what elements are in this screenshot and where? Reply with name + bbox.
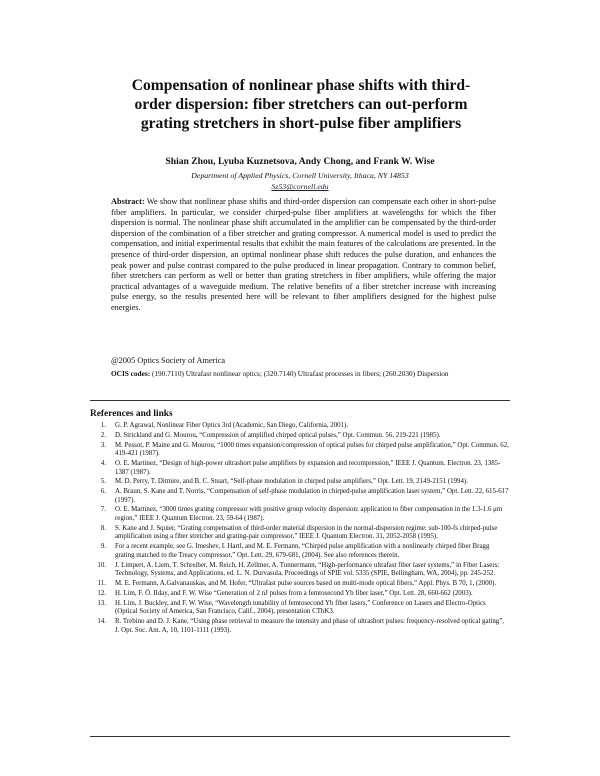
paper-title: [95, 76, 507, 133]
reference-item: [90, 442, 510, 459]
reference-number: 6.: [100, 488, 106, 496]
reference-number: 7.: [100, 506, 106, 514]
reference-text: R. Trebino and D. J. Kane, “Using phase retrieval to measure the intensity and phase of ultrashort pulses: frequency-resolved optical gating”, J. Opt. Soc. Am. A, 10, 1101-1111 (1993).: [115, 617, 505, 634]
reference-item: [90, 488, 510, 505]
reference-number: 11.: [97, 579, 106, 587]
reference-text: J. Limpert, A. Liem, T. Schreiber, M. Reich, H. Zellmer, A. Tunnermann, “High-performance ultrafast fiber laser systems,” in Fiber Lasers: Technology, Systems, and Applications, ed. L. N. Durvasula, Proceedings of SPIE vol. 5335 (SPIE, Bellingham, WA, 2004), pp. 245-252.: [115, 561, 500, 578]
copyright-notice: @2005 Optics Society of America: [111, 356, 226, 365]
reference-number: 2.: [100, 431, 106, 439]
reference-text: For a recent example, see G. Imeshev, I. Hartl, and M. E. Fermann, “Chirped pulse amplification with a nonlinearly chirped fiber Bragg grating matched to the Treacy compressor,” Opt. Lett. 29, 679-681, (2004). See also references therein.: [115, 543, 490, 559]
abstract-text: We show that nonlinear phase shifts and third-order dispersion can compensate each other in short-pulse fiber amplifiers. In particular, we consider chirped-pulse fiber amplifiers at wavelengths for which the fiber dispersion is normal. The nonlinear phase shift accumulated in the amplifier can be compensated by the third-order dispersion of the combination of a fiber stretcher and grating compressor. A numerical model is used to predict the compensation, and initial experimental results that exhibit the main features of the calculations are presented. In the presence of third-order dispersion, an optimal nonlinear phase shift reduces the pulse duration, and enhances the peak power and pulse contrast compared to the pulse produced in linear propagation. Contrary to common belief, fiber stretchers can perform as well or better than grating stretchers in fiber amplifiers, while offering the major practical advantages of a waveguide medium. The relative benefits of a fiber stretcher increase with increasing pulse energy, so the results presented here will be relevant to fiber amplifiers designed for the highest pulse energies.: [111, 197, 496, 312]
reference-text: O. E. Martinez, “3000 times grating compressor with positive group velocity dispersion: application to fiber compensation in the 1.3-1.6 μm region,” IEEE J. Quantum Electron. 23, 59-64 (1987).: [115, 506, 503, 523]
reference-text: M. Pessot, P. Maine and G. Mourou, “1000 times expansion/compression of optical pulses for chirped pulse amplification,” Opt. Commun. 62, 419-421 (1987).: [115, 441, 509, 458]
title-line: order dispersion: fiber stretchers can out-perform: [134, 96, 468, 113]
reference-number: 4.: [100, 459, 106, 467]
reference-item: [90, 460, 510, 477]
reference-text: H. Lim, F. Ö. Ilday, and F. W. Wise “Generation of 2 nJ pulses from a femtosecond Yb fiber laser,” Opt. Lett. 28, 660-662 (2003).: [115, 589, 473, 597]
section-divider: [90, 400, 510, 401]
reference-item: [90, 432, 510, 441]
reference-number: 12.: [97, 589, 106, 597]
reference-text: D. Strickland and G. Mourou, “Compression of amplified chirped optical pulses,” Opt. Commun. 56, 219-221 (1985).: [115, 431, 441, 439]
reference-item: [90, 525, 510, 542]
reference-item: [90, 600, 510, 617]
reference-item: [90, 506, 510, 523]
abstract: [111, 197, 496, 314]
reference-text: S. Kane and J. Squier, “Grating compensation of third-order material dispersion in the normal-dispersion regime: sub-100-fs chirped-pulse amplification using a fiber stretcher and grating-pair compressor,” IEEE J. Quantum Electron. 31, 2052-2058 (1995).: [115, 524, 498, 541]
references-heading: References and links: [90, 409, 173, 419]
title-line: Compensation of nonlinear phase shifts with third-: [131, 77, 471, 94]
reference-text: G. P. Agrawal, Nonlinear Fiber Optics 3rd (Academic, San Diego, California, 2001).: [115, 422, 349, 429]
reference-text: M. E. Fermann, A.Galvanauskas, and M. Hofer, “Ultrafast pulse sources based on multi-mode optical fibers,” Appl. Phys. B 70, 1, (2000).: [115, 579, 497, 587]
reference-number: 5.: [100, 478, 106, 486]
reference-number: 10.: [97, 561, 106, 569]
bottom-rule: [90, 736, 510, 737]
affiliation: Department of Applied Physics, Cornell University, Ithaca, NY 14853: [191, 171, 409, 180]
author-list: Shian Zhou, Lyuba Kuznetsova, Andy Chong, and Frank W. Wise: [165, 156, 435, 167]
title-line: grating stretchers in short-pulse fiber amplifiers: [140, 115, 462, 132]
reference-list: [90, 422, 510, 636]
ocis-text: (190.7110) Ultrafast nonlinear optics; (320.7140) Ultrafast processes in fibers; (260.2030) Dispersion: [151, 369, 449, 378]
ocis-label: OCIS codes:: [111, 369, 151, 378]
ocis-codes: [111, 369, 496, 379]
reference-number: 13.: [97, 599, 106, 607]
reference-number: 1.: [100, 422, 106, 429]
reference-number: 8.: [100, 524, 106, 532]
reference-text: O. E. Martinez, “Design of high-power ultrashort pulse amplifiers by expansion and recompression,” IEEE J. Quantum. Electron. 23, 1385-1387 (1987).: [115, 459, 501, 476]
email-line: [0, 182, 600, 191]
reference-number: 9.: [100, 543, 106, 551]
reference-item: [90, 590, 510, 599]
reference-item: [90, 618, 510, 635]
reference-item: [90, 580, 510, 589]
abstract-label: Abstract:: [111, 197, 145, 206]
email-link[interactable]: Sz53@cornell.edu: [271, 182, 329, 191]
reference-item: [90, 543, 510, 560]
reference-text: M. D. Perry, T. Ditmire, and B. C. Stuart, “Self-phase modulation in chirped pulse amplifiers,” Opt. Lett. 19, 2149-2151 (1994).: [115, 478, 468, 486]
reference-item: [90, 422, 510, 431]
reference-number: 3.: [100, 441, 106, 449]
reference-item: [90, 478, 510, 487]
reference-text: H. Lim, J. Buckley, and F. W. Wise, “Wavelength tunability of femtosecond Yb fiber lasers,” Conference on Lasers and Electro-Optics (Optical Society of America, San Francisco, Calif., 2004), presentation CThK3.: [115, 599, 486, 616]
reference-text: A. Braun, S. Kane and T. Norris, “Compensation of self-phase modulation in chirped-pulse amplification laser system,” Opt. Lett. 22, 615-617 (1997).: [115, 488, 509, 504]
reference-item: [90, 562, 510, 579]
reference-number: 14.: [97, 617, 106, 625]
